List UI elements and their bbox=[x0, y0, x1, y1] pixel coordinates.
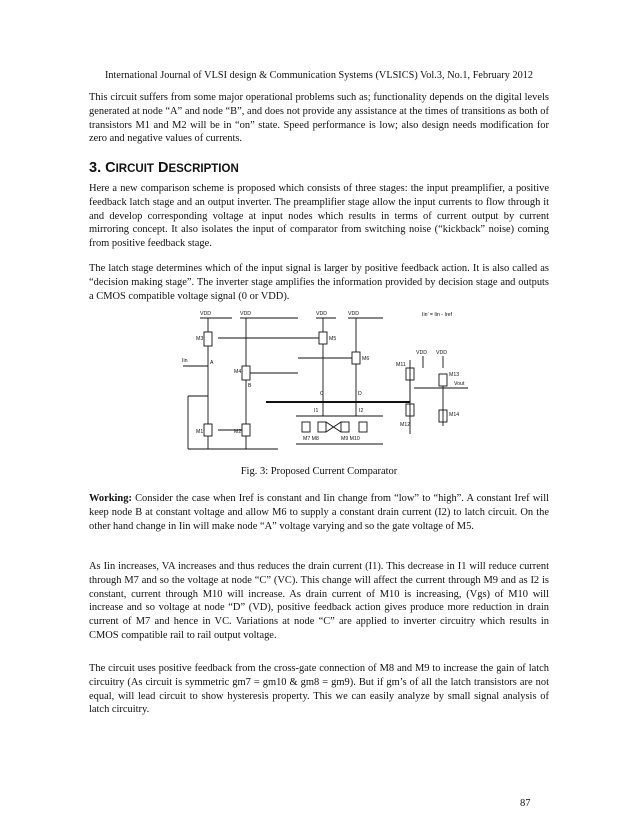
section-title-rest-1: IRCUIT bbox=[115, 163, 154, 175]
section-number: 3. bbox=[89, 160, 102, 176]
equation-label: Iin’ = Iin - Iref bbox=[422, 312, 452, 318]
i2-label: I2 bbox=[359, 408, 364, 414]
m5-label: M5 bbox=[329, 336, 337, 342]
section-title-rest-2: ESCRIPTION bbox=[168, 163, 239, 175]
vdd-label-6: VDD bbox=[436, 350, 447, 356]
section-heading bbox=[89, 160, 239, 176]
section-title-letter-1: C bbox=[105, 160, 116, 176]
m2-label: M2 bbox=[234, 429, 242, 435]
circuit-figure bbox=[178, 304, 468, 454]
vdd-label-2: VDD bbox=[240, 311, 251, 317]
i1-label: I1 bbox=[314, 408, 319, 414]
vout-label: Vout bbox=[454, 381, 465, 387]
m12-label: M12 bbox=[400, 422, 411, 428]
figure-caption: Fig. 3: Proposed Current Comparator bbox=[240, 466, 398, 477]
node-a-label: A bbox=[210, 360, 214, 366]
journal-header: International Journal of VLSI design & Communication Systems (VLSICS) Vol.3, No.1, February 2012 bbox=[104, 70, 534, 81]
paragraph-circuit: The circuit uses positive feedback from the cross-gate connection of M8 and M9 to increase the gain of latch circuitry (As circuit is symmetric gm7 = gm10 & gm8 = gm9). But if gm’s of all the latch transistors are not equal, will lead circuit to show hysteresis property. This we can easily analyze by small signal analysis of latch circuitry. bbox=[89, 663, 549, 716]
vdd-label-3: VDD bbox=[316, 311, 327, 317]
working-text: Consider the case when Iref is constant and Iin change from “low” to “high”. A constant Iref will keep node B at constant voltage and allow M6 to supply a constant drain current (I2) to latch circuit. On the other hand change in Iin will make node “A” voltage varying and so the gate voltage of M5. bbox=[89, 493, 549, 532]
m6-label: M6 bbox=[362, 356, 370, 362]
m9-m10-label: M9 M10 bbox=[341, 436, 360, 442]
m11-label: M11 bbox=[396, 362, 406, 368]
m13-label: M13 bbox=[449, 372, 460, 378]
paragraph-working bbox=[89, 492, 549, 533]
m14-label: M14 bbox=[449, 412, 460, 418]
vdd-label-1: VDD bbox=[200, 311, 211, 317]
m4-label: M4 bbox=[234, 369, 242, 375]
page-number: 87 bbox=[520, 798, 531, 809]
node-b-label: B bbox=[248, 383, 252, 389]
paragraph-as: As Iin increases, VA increases and thus reduces the drain current (I1). This decrease in I1 will reduce current through M7 and so the voltage at node “C” (VC). This change will affect the current through M9 and as I2 is constant, current through M10 will increase. As drain current of M10 is increasing, (Vgs) of M10 will increase and so voltage at node “D” (VD), positive feedback action gives produce more reduction in drain current of M7 and hence in VC. Variations at node “C” are applied to inverter circuitry which results in CMOS compatible rail to rail output voltage. bbox=[89, 561, 549, 641]
circuit-wires bbox=[183, 318, 468, 449]
node-c-label: C bbox=[320, 391, 324, 397]
m1-label: M1 bbox=[196, 429, 204, 435]
intro-paragraph: This circuit suffers from some major operational problems such as; functionality depends on the digital levels generated at node “A” and node “B”, and does not provide any assistance at the times of transitions as both of transistors M1 and M2 will be in “on” state. Speed performance is low; also design needs modification for zero and negative values of currents. bbox=[89, 92, 549, 145]
iin-label: Iin bbox=[182, 358, 188, 364]
paragraph-latch: The latch stage determines which of the input signal is larger by positive feedback action. It is also called as “decision making stage”. The inverter stage amplifies the information provided by decision stage and outputs a CMOS compatible voltage signal (0 or VDD). bbox=[89, 263, 549, 302]
paragraph-scheme: Here a new comparison scheme is proposed which consists of three stages: the input preamplifier, a positive feedback latch stage and an output inverter. The preamplifier stage allow the input currents to flow through it and develop corresponding voltage at input nodes which results in terms of current output by current mirroring concept. It also isolates the input of comparator from switching noise (“kickback” noise) coming from positive feedback stage. bbox=[89, 183, 549, 250]
vdd-label-5: VDD bbox=[416, 350, 427, 356]
node-d-label: D bbox=[358, 391, 362, 397]
working-label: Working: bbox=[89, 493, 132, 504]
m7-m8-label: M7 M8 bbox=[303, 436, 319, 442]
section-title-letter-2: D bbox=[157, 160, 169, 176]
vdd-label-4: VDD bbox=[348, 311, 359, 317]
m3-label: M3 bbox=[196, 336, 204, 342]
